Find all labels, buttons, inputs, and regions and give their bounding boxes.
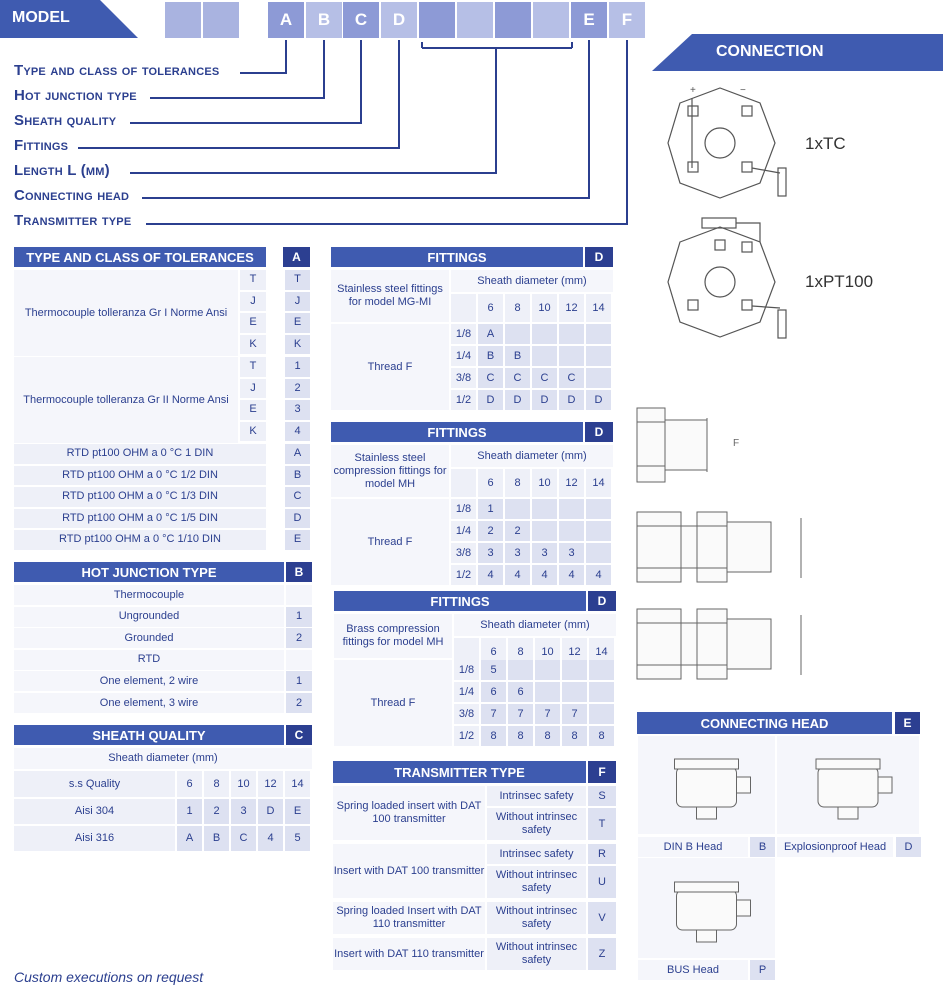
fittings-diameter: 12: [562, 638, 587, 666]
connection-title: CONNECTION: [716, 43, 824, 60]
fittings-diameter: 10: [535, 638, 560, 666]
fitting-drawing-2: [635, 508, 815, 588]
fittings-code: [535, 682, 560, 702]
fittings-thread-size: 1/8: [451, 499, 476, 519]
sheath-header: SHEATH QUALITY: [14, 725, 284, 745]
transmitter-group-label: Insert with DAT 100 transmitter: [333, 844, 485, 898]
transmitter-option: Without intrinsec safety: [487, 938, 586, 970]
head-name: BUS Head: [638, 960, 748, 980]
tolerance-type: E: [240, 400, 266, 420]
fittings-thread-size: 1/2: [451, 390, 476, 410]
tolerance-code: J: [285, 292, 310, 312]
tolerance-type: T: [240, 270, 266, 290]
hotjunction-label: RTD: [14, 650, 284, 670]
sheath-col-header: 10: [231, 771, 256, 797]
head-code: D: [896, 837, 921, 857]
fittings-blank: [451, 294, 476, 322]
fittings-code: [589, 660, 614, 680]
fittings-code: 8: [589, 726, 614, 746]
fittings-code: 4: [478, 565, 503, 585]
hotjunction-code: [286, 585, 312, 605]
fittings-letter: D: [585, 422, 613, 442]
rtd-class-label: RTD pt100 OHM a 0 °C 1/10 DIN: [14, 530, 266, 550]
rtd-class-label: RTD pt100 OHM a 0 °C 1/2 DIN: [14, 466, 266, 486]
fittings-thread-size: 1/8: [454, 660, 479, 680]
transmitter-option: Without intrinsec safety: [487, 866, 586, 898]
fittings-code: 7: [562, 704, 587, 724]
sheath-code: C: [231, 826, 256, 851]
fittings-code: 3: [532, 543, 557, 563]
fittings-description: Stainless steel compression fittings for model MH: [331, 445, 449, 497]
rtd-class-code: C: [285, 487, 310, 507]
hotjunction-label: Thermocouple: [14, 585, 284, 605]
fittings-thread-label: Thread F: [331, 324, 449, 410]
tolerance-type: E: [240, 313, 266, 333]
model-code-box: B: [306, 2, 342, 38]
fittings-code: [586, 499, 611, 519]
svg-text:F: F: [733, 438, 740, 449]
fittings-code: [586, 324, 611, 344]
transmitter-option: Intrinsec safety: [487, 786, 586, 806]
fittings-code: [589, 704, 614, 724]
fittings-code: 1: [478, 499, 503, 519]
fittings-code: [532, 521, 557, 541]
fittings-thread-size: 1/8: [451, 324, 476, 344]
fittings-code: 8: [481, 726, 506, 746]
fittings-code: C: [505, 368, 530, 388]
sheath-code: 4: [258, 826, 283, 851]
fittings-code: 3: [478, 543, 503, 563]
fittings-code: 2: [505, 521, 530, 541]
fittings-code: [559, 499, 584, 519]
fittings-thread-size: 1/4: [451, 346, 476, 366]
rtd-class-code: E: [285, 530, 310, 550]
fittings-diameter: 6: [478, 294, 503, 322]
sheath-code: E: [285, 799, 310, 824]
fittings-diameter: 10: [532, 294, 557, 322]
fitting-drawing-1: [635, 406, 755, 486]
fittings-caption: Sheath diameter (mm): [451, 445, 613, 467]
fittings-code: D: [505, 390, 530, 410]
fittings-header: FITTINGS: [331, 422, 583, 442]
fittings-code: [586, 543, 611, 563]
legend-item: Type and class of tolerances: [14, 62, 220, 79]
legend-connector-lines: [0, 0, 660, 240]
model-code-box: F: [609, 2, 645, 38]
transmitter-header: TRANSMITTER TYPE: [333, 761, 586, 783]
fittings-thread-size: 1/2: [451, 565, 476, 585]
fittings-code: 8: [508, 726, 533, 746]
sheath-caption: Sheath diameter (mm): [14, 748, 312, 769]
fittings-header: FITTINGS: [334, 591, 586, 611]
hotjunction-label: Ungrounded: [14, 607, 284, 627]
tolerance-group-label: Thermocouple tolleranza Gr II Norme Ansi: [14, 357, 238, 443]
fittings-diameter: 10: [532, 469, 557, 497]
fittings-thread-size: 3/8: [451, 543, 476, 563]
sheath-code: D: [258, 799, 283, 824]
fittings-diameter: 6: [478, 469, 503, 497]
fittings-code: [559, 346, 584, 366]
fittings-thread-size: 3/8: [451, 368, 476, 388]
fittings-diameter: 6: [481, 638, 506, 666]
head-code: P: [750, 960, 775, 980]
tolerance-group-label: Thermocouple tolleranza Gr I Norme Ansi: [14, 270, 238, 356]
rtd-class-code: A: [285, 444, 310, 464]
tolerance-code: T: [285, 270, 310, 290]
tc-connection-diagram: [660, 78, 800, 208]
fittings-thread-size: 1/2: [454, 726, 479, 746]
transmitter-group-label: Insert with DAT 110 transmitter: [333, 938, 485, 970]
rtd-class-label: RTD pt100 OHM a 0 °C 1/5 DIN: [14, 509, 266, 529]
fittings-description: Brass compression fittings for model MH: [334, 614, 452, 658]
tolerance-code: 1: [285, 357, 310, 377]
hotjunction-header: HOT JUNCTION TYPE: [14, 562, 284, 582]
fittings-code: [532, 499, 557, 519]
hotjunction-code: 2: [286, 693, 312, 713]
rtd-class-label: RTD pt100 OHM a 0 °C 1/3 DIN: [14, 487, 266, 507]
hotjunction-letter: B: [286, 562, 312, 582]
fittings-diameter: 8: [505, 294, 530, 322]
fittings-code: 8: [535, 726, 560, 746]
sheath-material: Aisi 316: [14, 826, 175, 851]
tolerance-code: 4: [285, 422, 310, 442]
hotjunction-code: 2: [286, 628, 312, 648]
fittings-code: 5: [481, 660, 506, 680]
tolerance-type: K: [240, 335, 266, 355]
legend-item: Hot junction type: [14, 87, 137, 104]
fittings-thread-label: Thread F: [334, 660, 452, 746]
sheath-code: B: [204, 826, 229, 851]
fittings-code: [505, 324, 530, 344]
sheath-code: 3: [231, 799, 256, 824]
fittings-code: [532, 324, 557, 344]
sheath-code: 1: [177, 799, 202, 824]
tolerance-type: K: [240, 422, 266, 442]
fittings-code: D: [478, 390, 503, 410]
fittings-code: [559, 324, 584, 344]
fittings-header: FITTINGS: [331, 247, 583, 267]
fittings-code: 3: [505, 543, 530, 563]
legend-item: Connecting head: [14, 187, 130, 204]
fittings-code: B: [478, 346, 503, 366]
heads-header: CONNECTING HEAD: [637, 712, 892, 734]
sheath-code: 5: [285, 826, 310, 851]
tolerance-type: J: [240, 379, 266, 399]
sheath-col-header: 12: [258, 771, 283, 797]
sheath-col-header: 14: [285, 771, 310, 797]
fittings-code: C: [559, 368, 584, 388]
fittings-code: B: [505, 346, 530, 366]
head-name: DIN B Head: [638, 837, 748, 857]
transmitter-option: Without intrinsec safety: [487, 808, 586, 840]
fittings-code: D: [559, 390, 584, 410]
fittings-code: 6: [481, 682, 506, 702]
fittings-code: [586, 521, 611, 541]
fittings-code: [562, 660, 587, 680]
sheath-material: Aisi 304: [14, 799, 175, 824]
transmitter-code: S: [588, 786, 616, 806]
head-code: B: [750, 837, 775, 857]
fittings-letter: D: [588, 591, 616, 611]
fittings-code: 4: [532, 565, 557, 585]
hotjunction-label: Grounded: [14, 628, 284, 648]
pt100-label: 1xPT100: [805, 272, 874, 291]
fittings-code: 7: [481, 704, 506, 724]
model-code-box: C: [343, 2, 379, 38]
fittings-caption: Sheath diameter (mm): [451, 270, 613, 292]
fittings-code: 3: [559, 543, 584, 563]
fittings-code: [562, 682, 587, 702]
fittings-code: [535, 660, 560, 680]
fittings-thread-label: Thread F: [331, 499, 449, 585]
transmitter-code: R: [588, 844, 616, 864]
fittings-description: Stainless steel fittings for model MG-MI: [331, 270, 449, 322]
tolerance-type: T: [240, 357, 266, 377]
hotjunction-code: 1: [286, 671, 312, 691]
fittings-code: 8: [562, 726, 587, 746]
tolerance-code: 2: [285, 379, 310, 399]
fittings-diameter: 14: [589, 638, 614, 666]
model-code-box: A: [268, 2, 304, 38]
fittings-diameter: 12: [559, 294, 584, 322]
fittings-code: [559, 521, 584, 541]
fittings-code: [505, 499, 530, 519]
tolerances-header: TYPE AND CLASS OF TOLERANCES: [14, 247, 266, 267]
tolerance-code: E: [285, 313, 310, 333]
transmitter-code: U: [588, 866, 616, 898]
fittings-code: [508, 660, 533, 680]
fittings-caption: Sheath diameter (mm): [454, 614, 616, 636]
transmitter-letter: F: [588, 761, 616, 783]
transmitter-code: Z: [588, 938, 616, 970]
model-title: MODEL: [12, 9, 70, 26]
rtd-class-label: RTD pt100 OHM a 0 °C 1 DIN: [14, 444, 266, 464]
hotjunction-code: 1: [286, 607, 312, 627]
heads-letter: E: [895, 712, 920, 734]
fittings-thread-size: 3/8: [454, 704, 479, 724]
sheath-col-header: 8: [204, 771, 229, 797]
sheath-letter: C: [286, 725, 312, 745]
head-image: [777, 736, 919, 834]
fittings-thread-size: 1/4: [451, 521, 476, 541]
fittings-code: 6: [508, 682, 533, 702]
fittings-code: [589, 682, 614, 702]
tc-label: 1xTC: [805, 134, 846, 153]
fittings-blank: [451, 469, 476, 497]
sheath-code: A: [177, 826, 202, 851]
sheath-code: 2: [204, 799, 229, 824]
sheath-col-header: s.s Quality: [14, 771, 175, 797]
fittings-code: C: [532, 368, 557, 388]
svg-text:+: +: [690, 85, 696, 96]
footer-note: Custom executions on request: [14, 969, 204, 985]
sheath-col-header: 6: [177, 771, 202, 797]
fittings-code: 7: [535, 704, 560, 724]
fittings-code: [586, 368, 611, 388]
legend-item: Fittings: [14, 137, 69, 154]
transmitter-option: Without intrinsec safety: [487, 902, 586, 934]
transmitter-code: T: [588, 808, 616, 840]
legend-item: Transmitter type: [14, 212, 132, 229]
head-name: Explosionproof Head: [777, 837, 893, 857]
pt100-connection-diagram: [660, 212, 800, 347]
hotjunction-label: One element, 3 wire: [14, 693, 284, 713]
fittings-code: C: [478, 368, 503, 388]
model-code-box: D: [381, 2, 417, 38]
fitting-drawing-3: [635, 605, 815, 685]
transmitter-group-label: Spring loaded insert with DAT 100 transmitter: [333, 786, 485, 840]
tolerance-code: 3: [285, 400, 310, 420]
fittings-code: 4: [559, 565, 584, 585]
transmitter-group-label: Spring loaded Insert with DAT 110 transmitter: [333, 902, 485, 934]
fittings-code: A: [478, 324, 503, 344]
rtd-class-code: D: [285, 509, 310, 529]
head-image: [638, 736, 775, 834]
model-code-box: E: [571, 2, 607, 38]
fittings-diameter: 8: [505, 469, 530, 497]
svg-text:−: −: [740, 85, 746, 96]
hotjunction-code: [286, 650, 312, 670]
fittings-thread-size: 1/4: [454, 682, 479, 702]
hotjunction-label: One element, 2 wire: [14, 671, 284, 691]
fittings-code: D: [586, 390, 611, 410]
transmitter-code: V: [588, 902, 616, 934]
transmitter-option: Intrinsec safety: [487, 844, 586, 864]
fittings-code: 4: [505, 565, 530, 585]
fittings-code: 7: [508, 704, 533, 724]
fittings-code: 4: [586, 565, 611, 585]
fittings-letter: D: [585, 247, 613, 267]
fittings-diameter: 14: [586, 469, 611, 497]
tolerance-code: K: [285, 335, 310, 355]
fittings-diameter: 12: [559, 469, 584, 497]
tolerance-type: J: [240, 292, 266, 312]
fittings-code: [532, 346, 557, 366]
fittings-diameter: 8: [508, 638, 533, 666]
fittings-code: D: [532, 390, 557, 410]
fittings-code: [586, 346, 611, 366]
fittings-code: 2: [478, 521, 503, 541]
rtd-class-code: B: [285, 466, 310, 486]
legend-item: Sheath quality: [14, 112, 117, 129]
legend-item: Length L (mm): [14, 162, 110, 179]
fittings-diameter: 14: [586, 294, 611, 322]
tolerances-letter: A: [283, 247, 310, 267]
head-image: [638, 858, 775, 958]
